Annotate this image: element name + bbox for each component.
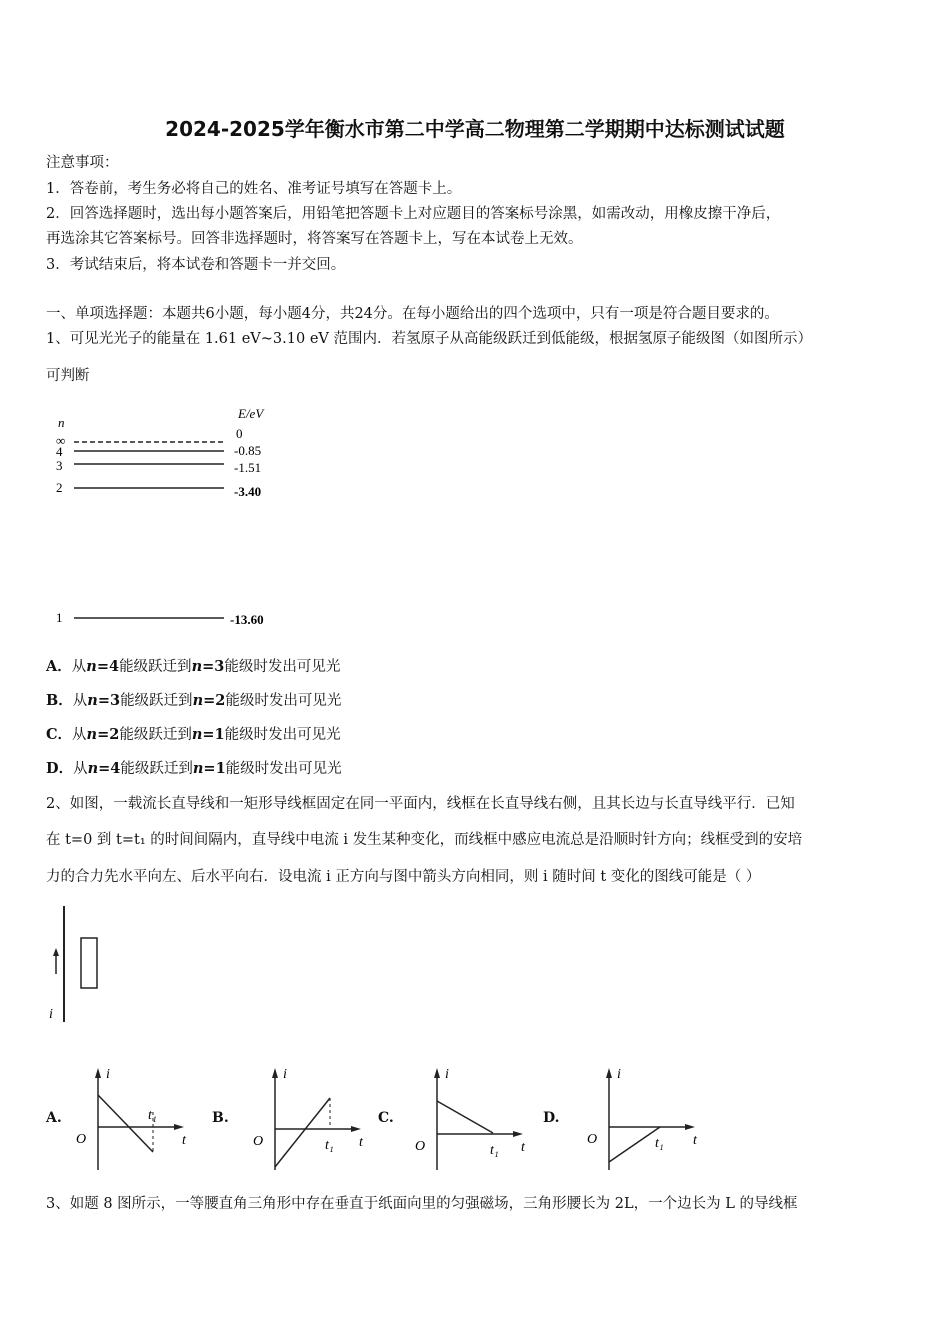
- e-value: -1.51: [234, 460, 262, 475]
- n-value: 1: [56, 610, 63, 625]
- option-var: n: [192, 760, 204, 777]
- option-text: 能级跃迁到: [119, 659, 192, 675]
- n-label: n: [58, 415, 65, 430]
- notice-item: 再选涂其它答案标号。回答非选择题时，将答案写在答题卡上，写在本试卷上无效。: [46, 231, 583, 247]
- i-label: i: [445, 1067, 449, 1082]
- option-text: 能级时发出可见光: [225, 693, 342, 709]
- option-val: =2: [97, 726, 120, 743]
- option-text: 能级时发出可见光: [224, 659, 341, 675]
- option-label: B．: [46, 692, 73, 709]
- q2-stem: 在 t=0 到 t=t₁ 的时间间隔内，直导线中电流 i 发生某种变化，而线框中感应电流总是沿顺时针方向；线框受到的安培: [46, 832, 803, 848]
- option-var: n: [86, 658, 97, 675]
- option-text: 从: [72, 727, 87, 743]
- option-val: =4: [96, 658, 120, 675]
- notice-item: 2．回答选择题时，选出每小题答案后，用铅笔把答题卡上对应题目的答案标号涂黑，如需改动，用橡皮擦干净后，: [46, 206, 781, 222]
- t-label: t: [182, 1133, 186, 1148]
- t-label: t: [693, 1133, 697, 1148]
- option-val: =3: [97, 692, 121, 709]
- e-value: -0.85: [234, 443, 262, 458]
- n-value: 4: [56, 444, 63, 459]
- notice-item: 1．答卷前，考生务必将自己的姓名、准考证号填写在答题卡上。: [46, 181, 462, 197]
- graph-option-label[interactable]: B.: [212, 1110, 229, 1126]
- t1-label: t₁: [655, 1136, 664, 1151]
- graph-option-label[interactable]: C.: [378, 1110, 394, 1126]
- option-var: n: [87, 760, 99, 777]
- i-axis-arrow-icon: [606, 1068, 612, 1078]
- n-value: 3: [56, 458, 63, 473]
- origin-label: O: [76, 1132, 87, 1147]
- option-var: n: [87, 692, 98, 709]
- option-label: C．: [46, 726, 73, 743]
- option-text: 能级时发出可见光: [224, 727, 341, 743]
- option-text: 从: [72, 693, 88, 709]
- origin-label: O: [415, 1139, 426, 1154]
- t-label: t: [521, 1140, 525, 1155]
- q1-stem: 1、可见光光子的能量在 1.61 eV~3.10 eV 范围内．若氢原子从高能级跃迁到低能级，根据氢原子能级图（如图所示）: [46, 331, 812, 347]
- t-axis-arrow-icon: [685, 1124, 695, 1130]
- option-val: =2: [203, 692, 226, 709]
- option-label: D．: [46, 760, 74, 777]
- q2-stem: 力的合力先水平向左、后水平向右．设电流 i 正方向与图中箭头方向相同，则 i 随时间 t 变化的图线可能是（ ）: [46, 869, 761, 885]
- option-text: 能级跃迁到: [120, 693, 193, 709]
- i-label: i: [106, 1067, 110, 1082]
- option-text: 能级时发出可见光: [225, 761, 342, 777]
- e-value: -3.40: [234, 484, 262, 499]
- option-val: =1: [202, 726, 225, 743]
- option-val: =4: [98, 760, 121, 777]
- q2-stem: 2、如图，一载流长直导线和一矩形导线框固定在同一平面内，线框在长直导线右侧，且其长边与长直导线平行．已知: [46, 796, 795, 812]
- graph-option-label[interactable]: D.: [543, 1110, 560, 1126]
- option-var: n: [86, 726, 98, 743]
- graph-option-label[interactable]: A.: [46, 1110, 62, 1126]
- notice-heading: 注意事项：: [46, 155, 119, 171]
- current-label: i: [49, 1007, 53, 1022]
- option-text: 能级跃迁到: [119, 727, 192, 743]
- n-value: 2: [56, 480, 63, 495]
- option-val: =1: [203, 760, 226, 777]
- page-title: 2024-2025学年衡水市第二中学高二物理第二学期期中达标测试试题: [165, 117, 785, 141]
- e-value: -13.60: [230, 612, 264, 627]
- i-t-curve: [609, 1127, 660, 1162]
- i-label: i: [617, 1067, 621, 1082]
- section-heading: 一、单项选择题：本题共6小题，每小题4分，共24分。在每小题给出的四个选项中，只有一项是符合题目要求的。: [46, 306, 779, 322]
- t-label: t: [359, 1135, 363, 1150]
- t1-label: t₁: [148, 1108, 157, 1123]
- option-var: n: [191, 726, 203, 743]
- option-val: =3: [202, 658, 225, 675]
- option-label: A．: [46, 658, 72, 675]
- notice-item: 3．考试结束后，将本试卷和答题卡一并交回。: [46, 257, 346, 273]
- origin-label: O: [253, 1134, 264, 1149]
- t1-label: t₁: [325, 1138, 334, 1153]
- option-var: n: [192, 692, 204, 709]
- option-var: n: [191, 658, 203, 675]
- q1-stem-cont: 可判断: [46, 368, 90, 384]
- n-value: ∞: [56, 433, 66, 448]
- e-label: E/eV: [238, 406, 264, 421]
- e-value: 0: [236, 426, 243, 441]
- q3-stem: 3、如题 8 图所示，一等腰直角三角形中存在垂直于纸面向里的匀强磁场，三角形腰长为 2L，一个边长为 L 的导线框: [46, 1196, 798, 1212]
- origin-label: O: [587, 1132, 598, 1147]
- option-text: 能级跃迁到: [120, 761, 193, 777]
- i-label: i: [283, 1067, 287, 1082]
- option-text: 从: [71, 659, 87, 675]
- t1-label: t₁: [490, 1143, 499, 1158]
- option-text: 从: [73, 761, 88, 777]
